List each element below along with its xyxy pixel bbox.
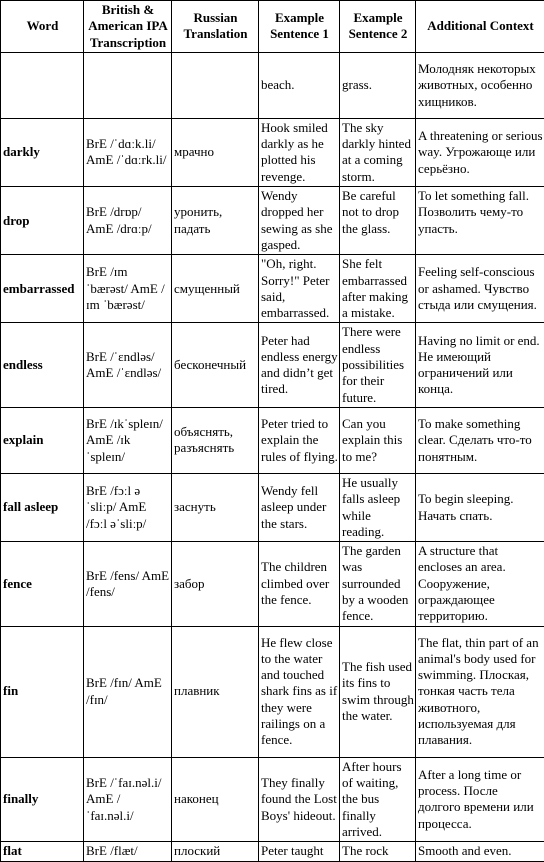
russian-cell: бесконечный: [172, 323, 259, 407]
context-cell: The flat, thin part of an animal's body used for swimming. Плоская, тонкая часть тела животного, используемая для плавания.: [416, 626, 544, 757]
header-ipa: British & American IPA Transcription: [84, 1, 172, 53]
context-cell: Having no limit or end. Не имеющий ограничений или конца.: [416, 323, 544, 407]
example-1-cell: They finally found the Lost Boys' hideout.: [259, 757, 340, 841]
ipa-cell: BrE /fɪn/ AmE /fɪn/: [84, 626, 172, 757]
example-2-cell: The sky darkly hinted at a coming storm.: [340, 118, 416, 186]
table-row: [1, 842, 544, 862]
context-cell: Feeling self-conscious or ashamed. Чувство стыда или смущения.: [416, 255, 544, 323]
example-2-cell: The fish used its fins to swim through the water.: [340, 626, 416, 757]
russian-cell: заснуть: [172, 473, 259, 541]
example-1-cell: Peter taught: [259, 842, 340, 862]
example-2-cell: There were endless possibilities for their future.: [340, 323, 416, 407]
example-2-cell: The garden was surrounded by a wooden fence.: [340, 542, 416, 626]
word-cell: finally: [1, 757, 84, 841]
context-cell: To make something clear. Сделать что-то понятным.: [416, 407, 544, 473]
ipa-cell: [84, 52, 172, 118]
word-cell: fin: [1, 626, 84, 757]
word-cell: [1, 52, 84, 118]
table-row: [1, 473, 544, 541]
word-cell: explain: [1, 407, 84, 473]
header-russian: Russian Translation: [172, 1, 259, 53]
context-cell: To begin sleeping. Начать спать.: [416, 473, 544, 541]
context-cell: To let something fall. Позволить чему-то упасть.: [416, 187, 544, 255]
ipa-cell: BrE /drɒp/ AmE /drɑːp/: [84, 187, 172, 255]
russian-cell: смущенный: [172, 255, 259, 323]
word-cell: endless: [1, 323, 84, 407]
ipa-cell: BrE /flæt/: [84, 842, 172, 862]
example-1-cell: Peter had endless energy and didn’t get tired.: [259, 323, 340, 407]
russian-cell: уронить, падать: [172, 187, 259, 255]
context-cell: Smooth and even.: [416, 842, 544, 862]
russian-cell: плоский: [172, 842, 259, 862]
example-1-cell: He flew close to the water and touched shark fins as if they were railings on a fence.: [259, 626, 340, 757]
word-cell: darkly: [1, 118, 84, 186]
context-cell: A structure that encloses an area. Сооружение, ограждающее территорию.: [416, 542, 544, 626]
russian-cell: плавник: [172, 626, 259, 757]
ipa-cell: BrE /ɪm ˈbærəst/ AmE /ɪm ˈbærəst/: [84, 255, 172, 323]
word-cell: fence: [1, 542, 84, 626]
table-row: [1, 542, 544, 626]
ipa-cell: BrE /fens/ AmE /fens/: [84, 542, 172, 626]
example-2-cell: After hours of waiting, the bus finally arrived.: [340, 757, 416, 841]
ipa-cell: BrE /ɪkˈspleɪn/ AmE /ɪk ˈspleɪn/: [84, 407, 172, 473]
example-1-cell: Peter tried to explain the rules of flying.: [259, 407, 340, 473]
example-1-cell: The children climbed over the fence.: [259, 542, 340, 626]
example-2-cell: The rock: [340, 842, 416, 862]
example-2-cell: Can you explain this to me?: [340, 407, 416, 473]
table-row: [1, 187, 544, 255]
context-cell: After a long time or process. После долгого времени или процесса.: [416, 757, 544, 841]
ipa-cell: BrE /ˈfaɪ.nəl.i/ AmE / ˈfaɪ.nəl.i/: [84, 757, 172, 841]
russian-cell: наконец: [172, 757, 259, 841]
table-row: [1, 626, 544, 757]
ipa-cell: BrE /fɔːl ə ˈsliːp/ AmE /fɔːl əˈsliːp/: [84, 473, 172, 541]
header-context: Additional Context: [416, 1, 544, 53]
table-row: [1, 52, 544, 118]
russian-cell: [172, 52, 259, 118]
context-cell: A threatening or serious way. Угрожающе или серьёзно.: [416, 118, 544, 186]
example-1-cell: Wendy dropped her sewing as she gasped.: [259, 187, 340, 255]
ipa-cell: BrE /ˈdɑːk.li/ AmE /ˈdɑːrk.li/: [84, 118, 172, 186]
table-row: [1, 118, 544, 186]
example-1-cell: Wendy fell asleep under the stars.: [259, 473, 340, 541]
table-row: [1, 255, 544, 323]
table-row: [1, 323, 544, 407]
table-row: [1, 407, 544, 473]
example-1-cell: "Oh, right. Sorry!" Peter said, embarrassed.: [259, 255, 340, 323]
header-row: [1, 1, 544, 53]
word-cell: fall asleep: [1, 473, 84, 541]
table-row: [1, 757, 544, 841]
example-1-cell: beach.: [259, 52, 340, 118]
russian-cell: мрачно: [172, 118, 259, 186]
word-cell: flat: [1, 842, 84, 862]
example-2-cell: grass.: [340, 52, 416, 118]
example-1-cell: Hook smiled darkly as he plotted his revenge.: [259, 118, 340, 186]
header-example-1: Example Sentence 1: [259, 1, 340, 53]
ipa-cell: BrE /ˈɛndləs/ AmE /ˈɛndləs/: [84, 323, 172, 407]
word-cell: embarrassed: [1, 255, 84, 323]
header-example-2: Example Sentence 2: [340, 1, 416, 53]
example-2-cell: She felt embarrassed after making a mistake.: [340, 255, 416, 323]
russian-cell: забор: [172, 542, 259, 626]
example-2-cell: Be careful not to drop the glass.: [340, 187, 416, 255]
example-2-cell: He usually falls asleep while reading.: [340, 473, 416, 541]
header-word: Word: [1, 1, 84, 53]
russian-cell: объяснять, разъяснять: [172, 407, 259, 473]
word-cell: drop: [1, 187, 84, 255]
context-cell: Молодняк некоторых животных, особенно хищников.: [416, 52, 544, 118]
